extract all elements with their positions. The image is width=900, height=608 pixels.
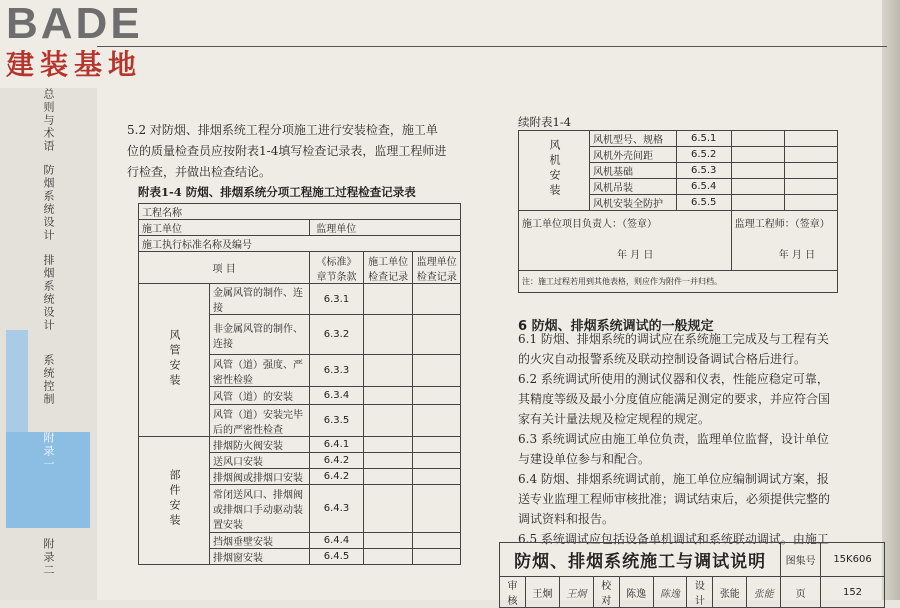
- table-row-clause: 6.3.2: [310, 315, 363, 355]
- table-row-item: 风机安装全防护: [590, 195, 677, 211]
- table-row-item: 送风口安装: [210, 453, 310, 469]
- supervision-unit-label: 监理单位: [310, 220, 461, 236]
- chapter-sidebar: [0, 88, 97, 600]
- designer-name: 张能: [713, 577, 747, 608]
- table-row-clause: 6.4.5: [310, 549, 363, 565]
- standard-label: 施工执行标准名称及编号: [139, 236, 461, 252]
- table-row-clause: 6.4.4: [310, 533, 363, 549]
- project-name-label: 工程名称: [139, 204, 461, 220]
- table-note: 注：施工过程若用到其他表格，则应作为附件一并归档。: [519, 271, 838, 293]
- logo-cn: 建装基地: [6, 48, 143, 81]
- table-row-item: 排烟防火阀安装: [210, 437, 310, 453]
- table-row-item: 风机吊装: [590, 179, 677, 195]
- drawing-title: 防烟、排烟系统施工与调试说明: [500, 543, 781, 577]
- col-construction-record: 施工单位检查记录: [363, 252, 413, 284]
- table-row-item: 风管（道）强度、严密性检验: [210, 355, 310, 387]
- table-row-item: 风机型号、规格: [590, 131, 677, 147]
- page-label: 页: [781, 577, 821, 608]
- table-row-item: 挡烟垂壁安装: [210, 533, 310, 549]
- table-row-clause: 6.3.5: [310, 405, 363, 437]
- tab-smoke-exhaust-design[interactable]: 排烟系统设计: [42, 254, 55, 332]
- table-row-item: 常闭送风口、排烟阀或排烟口手动驱动装置安装: [210, 485, 310, 533]
- tab-appendix-1[interactable]: 附录一: [6, 432, 90, 528]
- table-row-item: 排烟阀或排烟口安装: [210, 469, 310, 485]
- section-6-heading: 6 防烟、排烟系统调试的一般规定: [518, 319, 714, 334]
- table-row-clause: 6.3.4: [310, 387, 363, 405]
- table-row-clause: 6.5.3: [676, 163, 731, 179]
- table-row-clause: 6.3.1: [310, 284, 363, 315]
- atlas-label: 图集号: [781, 543, 821, 577]
- table-row-clause: 6.4.1: [310, 437, 363, 453]
- table-row-item: 排烟窗安装: [210, 549, 310, 565]
- atlas-number: 15K606: [821, 543, 885, 577]
- checker-signature: 陈逸: [653, 577, 687, 608]
- table1-caption: 附表1-4 防烟、排烟系统分项工程施工过程检查记录表: [138, 185, 416, 199]
- table-row-clause: 6.5.2: [676, 147, 731, 163]
- table-row-item: 风机外壳间距: [590, 147, 677, 163]
- supervision-signoff: 监理工程师：（签章） 年 月 日: [731, 211, 837, 271]
- group-component-install: 部件安装: [139, 437, 210, 565]
- logo-en: BADE: [6, 0, 143, 48]
- review-label: 审核: [500, 577, 526, 608]
- para-5-2: 5.2 对防烟、排烟系统工程分项施工进行安装检查，施工单 位的质量检查员应按附表1-4填写检查记录表，监理工程师进 行检查，并做出检查结论。: [127, 123, 447, 179]
- tab-system-control[interactable]: 系统控制: [42, 354, 55, 406]
- table-row-item: 金属风管的制作、连接: [210, 284, 310, 315]
- construction-unit-label: 施工单位: [139, 220, 310, 236]
- table-row-clause: 6.5.5: [676, 195, 731, 211]
- title-block: [499, 542, 885, 607]
- col-supervision-record: 监理单位检查记录: [413, 252, 461, 284]
- designer-signature: 张能: [747, 577, 781, 608]
- checker-name: 陈逸: [619, 577, 653, 608]
- design-label: 设计: [687, 577, 713, 608]
- table-row-clause: 6.4.3: [310, 485, 363, 533]
- tab-smoke-control-design[interactable]: 防烟系统设计: [42, 164, 55, 242]
- inspection-table: [138, 203, 461, 565]
- table-row-item: 风管（道）的安装: [210, 387, 310, 405]
- table-row-item: 非金属风管的制作、连接: [210, 315, 310, 355]
- reviewer-signature: 王炯: [559, 577, 593, 608]
- col-item: 项 目: [139, 252, 310, 284]
- inspection-table-continued: [518, 130, 838, 293]
- table-row-clause: 6.4.2: [310, 469, 363, 485]
- table2-caption: 续附表1-4: [518, 115, 572, 129]
- tab-appendix-2[interactable]: 附录二: [42, 538, 55, 577]
- table-row-clause: 6.5.4: [676, 179, 731, 195]
- table-row-item: 风机基础: [590, 163, 677, 179]
- col-clause: 《标准》章节条款: [310, 252, 363, 284]
- table-row-clause: 6.3.3: [310, 355, 363, 387]
- tab-general[interactable]: 总则与术语: [42, 88, 55, 153]
- section-6-body: 6.1 防烟、排烟系统的调试应在系统施工完成及与工程有关 的火灾自动报警系统及联动控制设备调试合格后进行。 6.2 系统调试所使用的测试仪器和仪表，性能应稳定可靠， 其精度等级及最小分度值应能满足测定的要求，并应符合国 家有关计量法规及检定规程的规定。 6.3 系统调试应由施工单位负责，监理单位监督，设计单位 与建设单位参与和配合。 6.4 防烟、排烟系统调试前，施工单位应编制调试方案，报 送专业监理工程师审核批准；调试结束后，必须提供完整的 调试资料和报告。 6.5 系统调试应包括设备单机调试和系统联动调试。由施工: [518, 332, 831, 546]
- table-row-clause: 6.5.1: [676, 131, 731, 147]
- reviewer-name: 王炯: [525, 577, 559, 608]
- group-duct-install: 风管安装: [139, 284, 210, 437]
- table-row-item: 风管（道）安装完毕后的严密性检查: [210, 405, 310, 437]
- check-label: 校对: [593, 577, 619, 608]
- construction-signoff: 施工单位项目负责人：（签章） 年 月 日: [519, 211, 732, 271]
- page-number: 152: [821, 577, 885, 608]
- group-fan-install: 风机安装: [519, 131, 590, 211]
- table-row-clause: 6.4.2: [310, 453, 363, 469]
